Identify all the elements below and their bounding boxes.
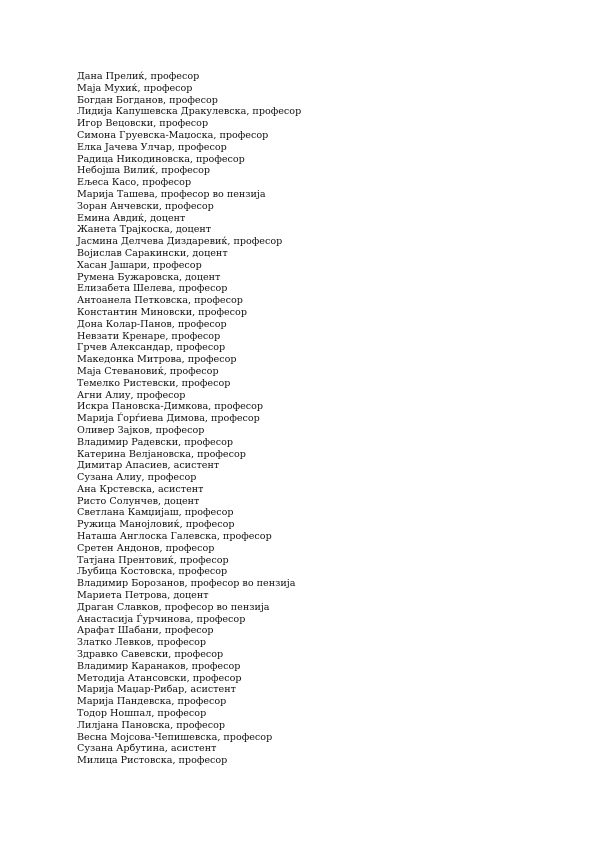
list-item: Владимир Каранаков, професор [77,660,241,672]
list-item: Лидија Капушевска Дракулевска, професор [77,106,302,118]
list-item: Ељеса Касо, професор [77,177,192,189]
list-item: Маја Стевановиќ, професор [77,365,219,377]
list-item: Сретен Андонов, професор [77,542,215,554]
list-item: Ружица Манојловиќ, професор [77,519,235,531]
list-item: Марија Пандевска, професор [77,696,227,708]
list-item: Арафат Шабани, професор [77,625,214,637]
list-item: Татјана Прентовиќ, професор [77,554,229,566]
list-item: Златко Левков, професор [77,637,207,649]
list-item: Драган Славков, професор во пензија [77,601,270,613]
list-item: Светлана Камџијаш, професор [77,507,234,519]
list-item: Владимир Радевски, професор [77,436,234,448]
list-item: Зоран Анчевски, професор [77,200,214,212]
list-item: Игор Вецовски, професор [77,118,209,130]
list-item: Емина Авдиќ, доцент [77,212,186,224]
list-item: Методија Атансовски, професор [77,672,242,684]
list-item: Оливер Зајков, професор [77,424,205,436]
list-item: Милица Ристовска, професор [77,755,228,767]
list-item: Димитар Апасиев, асистент [77,460,220,472]
list-item: Лилјана Пановска, професор [77,719,225,731]
list-item: Грчев Александар, професор [77,342,226,354]
list-item: Румена Бужаровска, доцент [77,271,221,283]
list-item: Војислав Саракински, доцент [77,247,228,259]
list-item: Ана Крстевска, асистент [77,483,204,495]
list-item: Јасмина Делчева Диздаревиќ, професор [77,236,283,248]
list-item: Радица Никодиновска, професор [77,153,245,165]
list-item: Марија Ташева, професор во пензија [77,188,266,200]
list-item: Сузана Алиу, професор [77,472,197,484]
list-item: Симона Груевска-Маџоска, професор [77,129,269,141]
list-item: Анастасија Ѓурчинова, професор [77,613,246,625]
list-item: Темелко Ристевски, професор [77,377,231,389]
list-item: Весна Мојсова-Чепишевска, професор [77,731,273,743]
list-item: Богдан Богданов, професор [77,94,218,106]
list-item: Марија Ѓорѓиева Димова, професор [77,413,260,425]
list-item: Дана Прелиќ, професор [77,71,200,82]
list-item: Невзати Кренаре, професор [77,330,221,342]
signatory-list [77,71,301,767]
list-item: Елизабета Шелева, професор [77,283,228,295]
list-item: Антоанела Петковска, професор [77,295,243,307]
list-item: Сузана Арбутина, асистент [77,743,217,755]
list-item: Маја Мухиќ, професор [77,82,193,94]
list-item: Хасан Јашари, професор [77,259,202,271]
list-item: Македонка Митрова, професор [77,354,237,366]
list-item: Дона Колар-Панов, професор [77,318,227,330]
list-item: Елка Јачева Улчар, професор [77,141,227,153]
list-item: Катерина Велјановска, професор [77,448,246,460]
list-item: Љубица Костовска, професор [77,566,228,578]
list-item: Жанета Трајкоска, доцент [77,224,212,236]
list-item: Владимир Борозанов, професор во пензија [77,578,296,590]
list-item: Здравко Савевски, професор [77,649,224,661]
list-item: Тодор Ношпал, професор [77,708,207,720]
list-item: Агни Алиу, професор [77,389,186,401]
list-item: Марија Маџар-Рибар, асистент [77,684,236,696]
list-item: Небојша Вилиќ, професор [77,165,211,177]
list-item: Константин Миновски, професор [77,306,247,318]
list-item: Ристо Солунчев, доцент [77,495,200,507]
list-item: Наташа Англоска Галевска, професор [77,531,272,543]
list-item: Мариета Петрова, доцент [77,590,209,602]
list-item: Искра Пановска-Димкова, професор [77,401,264,413]
